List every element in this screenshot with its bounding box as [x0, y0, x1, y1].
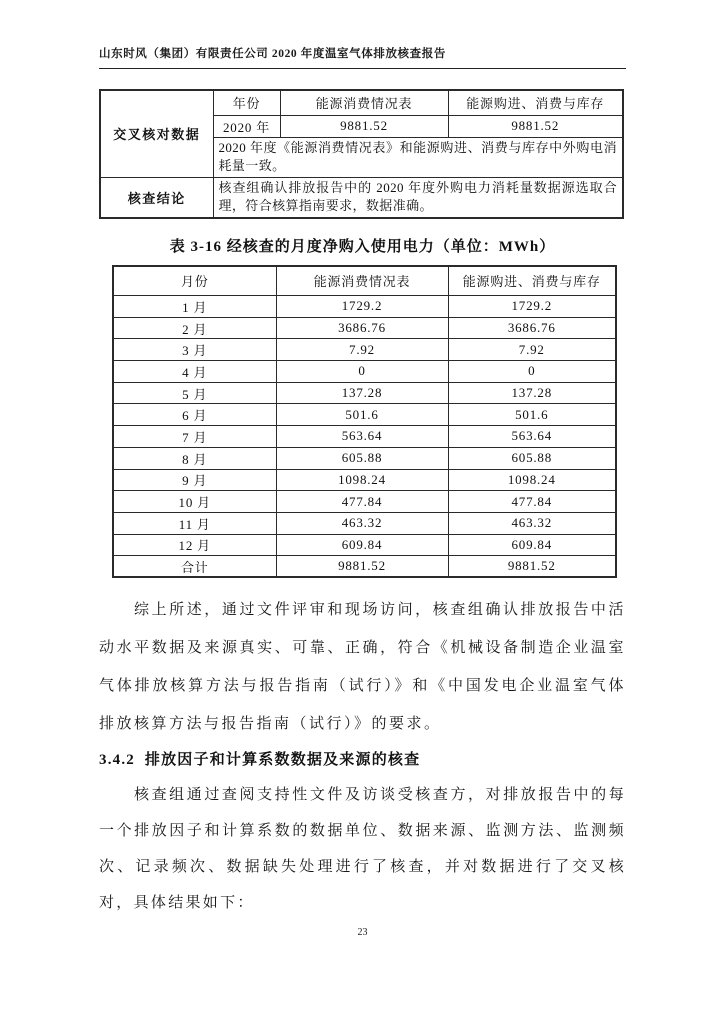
consumption-cell: 1098.24 [276, 469, 448, 491]
month-cell: 3 月 [113, 339, 276, 361]
col-header-month: 月份 [113, 266, 276, 296]
consumption-cell: 137.28 [276, 382, 448, 404]
consumption-cell: 501.6 [276, 404, 448, 426]
table-row [113, 469, 616, 491]
table-row-total [113, 556, 616, 578]
cross-check-header-row [100, 90, 623, 115]
total-consumption-cell: 9881.52 [276, 556, 448, 578]
cross-check-table [99, 89, 624, 219]
procurement-cell: 605.88 [448, 447, 616, 469]
consumption-cell: 477.84 [276, 491, 448, 513]
procurement-cell: 137.28 [448, 382, 616, 404]
procurement-cell: 501.6 [448, 404, 616, 426]
table-row [113, 491, 616, 513]
month-cell: 2 月 [113, 317, 276, 339]
procurement-cell: 1098.24 [448, 469, 616, 491]
table-row [113, 447, 616, 469]
procurement-value: 9881.52 [448, 115, 623, 137]
consumption-cell: 7.92 [276, 339, 448, 361]
procurement-cell: 7.92 [448, 339, 616, 361]
total-procurement-cell: 9881.52 [448, 556, 616, 578]
procurement-cell: 477.84 [448, 491, 616, 513]
table-row [113, 382, 616, 404]
procurement-cell: 463.32 [448, 512, 616, 534]
col-header-consumption: 能源消费情况表 [276, 266, 448, 296]
month-cell: 1 月 [113, 296, 276, 318]
table-row [113, 296, 616, 318]
col-header-procurement: 能源购进、消费与库存 [448, 90, 623, 115]
consumption-cell: 1729.2 [276, 296, 448, 318]
verification-conclusion-text: 核查组确认排放报告中的 2020 年度外购电力消耗量数据源选取合理，符合核算指南要求，数据准确。 [213, 177, 623, 218]
monthly-table-header-row [113, 266, 616, 296]
procurement-cell: 563.64 [448, 426, 616, 448]
consumption-cell: 563.64 [276, 426, 448, 448]
verification-conclusion-row [100, 177, 623, 218]
page-content [99, 0, 626, 938]
month-cell: 10 月 [113, 491, 276, 513]
running-header: 山东时风（集团）有限责任公司 2020 年度温室气体排放核查报告 [99, 45, 626, 69]
month-cell: 5 月 [113, 382, 276, 404]
procurement-cell: 0 [448, 361, 616, 383]
section-heading-3-4-2: 3.4.2 排放因子和计算系数数据及来源的核查 [99, 752, 421, 769]
col-header-year: 年份 [213, 90, 280, 115]
month-cell: 7 月 [113, 426, 276, 448]
col-header-consumption: 能源消费情况表 [280, 90, 448, 115]
consumption-value: 9881.52 [280, 115, 448, 137]
procurement-cell: 609.84 [448, 534, 616, 556]
col-header-procurement: 能源购进、消费与库存 [448, 266, 616, 296]
page-number: 23 [357, 927, 368, 939]
row-label-conclusion: 核查结论 [100, 177, 213, 218]
table-row [113, 317, 616, 339]
month-cell: 8 月 [113, 447, 276, 469]
consumption-cell: 3686.76 [276, 317, 448, 339]
table-row [113, 426, 616, 448]
table-row [113, 339, 616, 361]
consumption-cell: 463.32 [276, 512, 448, 534]
month-cell: 4 月 [113, 361, 276, 383]
procurement-cell: 3686.76 [448, 317, 616, 339]
month-cell: 12 月 [113, 534, 276, 556]
month-cell: 6 月 [113, 404, 276, 426]
row-label-cross-check-data: 交叉核对数据 [100, 90, 213, 177]
procurement-cell: 1729.2 [448, 296, 616, 318]
consumption-cell: 609.84 [276, 534, 448, 556]
section-body-paragraph: 核查组通过查阅支持性文件及访谈受核查方，对排放报告中的每一个排放因子和计算系数的数据单位、数据来源、监测方法、监测频次、记录频次、数据缺失处理进行了核查，并对数据进行了交叉核对，具体结果如下： [99, 787, 626, 912]
summary-paragraph: 综上所述，通过文件评审和现场访问，核查组确认排放报告中活动水平数据及来源真实、可靠、正确，符合《机械设备制造企业温室气体排放核算方法与报告指南（试行）》和《中国发电企业温室气体排放核算方法与报告指南（试行）》的要求。 [99, 602, 626, 733]
monthly-electricity-table [112, 265, 617, 579]
table-row [113, 361, 616, 383]
year-value: 2020 年 [213, 115, 280, 137]
consumption-cell: 605.88 [276, 447, 448, 469]
total-label-cell: 合计 [113, 556, 276, 578]
cross-check-note: 2020 年度《能源消费情况表》和能源购进、消费与库存中外购电消耗量一致。 [213, 137, 623, 177]
month-cell: 9 月 [113, 469, 276, 491]
table-row [113, 534, 616, 556]
table-row [113, 512, 616, 534]
month-cell: 11 月 [113, 512, 276, 534]
table-row [113, 404, 616, 426]
consumption-cell: 0 [276, 361, 448, 383]
table-3-16-title: 表 3-16 经核查的月度净购入使用电力（单位：MWh） [169, 238, 556, 255]
